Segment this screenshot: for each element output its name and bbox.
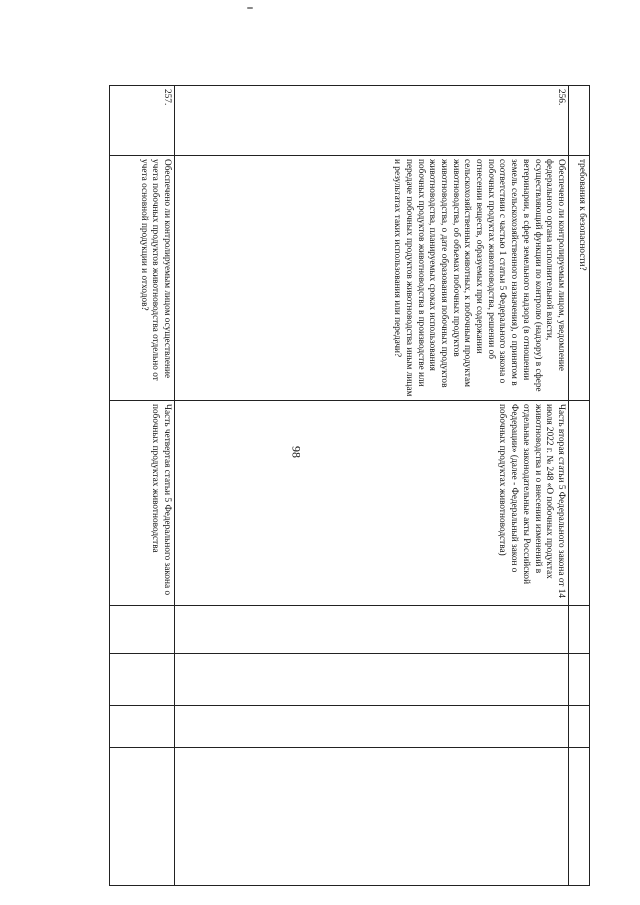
question-cell: Обеспечено ли контролируемым лицом, уведомление федерального органа исполнительной власти, осуществляющий функции по контролю (надзору) в сфере ветеринарии, в сфере земельного надзора (в отношении земель сельскохозяйственного назначения), о принятом в соответствии с частью 1 статьи 5 Федерального закона о побочных продуктах животноводства, решении об отнесении веществ, образуемых при содержании сельскохозяйственных животных, к побочным продуктам животноводства, об объемах побочных продуктов животноводства, о дате образования побочных продуктов животноводства, планируемых сроках использования побочных продуктов животноводства в производстве или передаче побочных продуктов животноводства иным лицам и результатах таких использования или передачи? (175, 156, 569, 401)
empty-cell (110, 706, 175, 748)
table-row (569, 86, 590, 886)
empty-cell (175, 654, 569, 706)
empty-cell (110, 654, 175, 706)
row-number (569, 86, 590, 156)
rotated-page (110, 85, 590, 885)
empty-cell (569, 654, 590, 706)
reference-cell: Часть четвертая статьи 5 Федерального закона о побочных продуктах животноводства (110, 401, 175, 606)
checklist-table (109, 85, 590, 886)
empty-cell (110, 606, 175, 654)
empty-cell (175, 748, 569, 886)
row-number: 257. (110, 86, 175, 156)
empty-cell (569, 606, 590, 654)
question-cell: Обеспечено ли контролируемым лицом осуществление учета побочных продуктов животноводства отдельно от учета основной продукции и отходов? (110, 156, 175, 401)
empty-cell (569, 706, 590, 748)
question-cell: требования к безопасности? (569, 156, 590, 401)
table-row (175, 86, 569, 886)
reference-cell: Часть вторая статьи 5 Федерального закона от 14 июля 2022 г. № 248 «О побочных продуктах животноводства и о внесении изменений в отдельные законодательные акты Российской Федерации» (далее - Федеральный закон о побочных продуктах животноводства) (175, 401, 569, 606)
reference-cell (569, 401, 590, 606)
empty-cell (110, 748, 175, 886)
scan-mark (247, 7, 253, 9)
empty-cell (175, 606, 569, 654)
page-number: 98 (289, 446, 304, 458)
row-number: 256. (175, 86, 569, 156)
table-row (110, 86, 175, 886)
empty-cell (569, 748, 590, 886)
empty-cell (175, 706, 569, 748)
